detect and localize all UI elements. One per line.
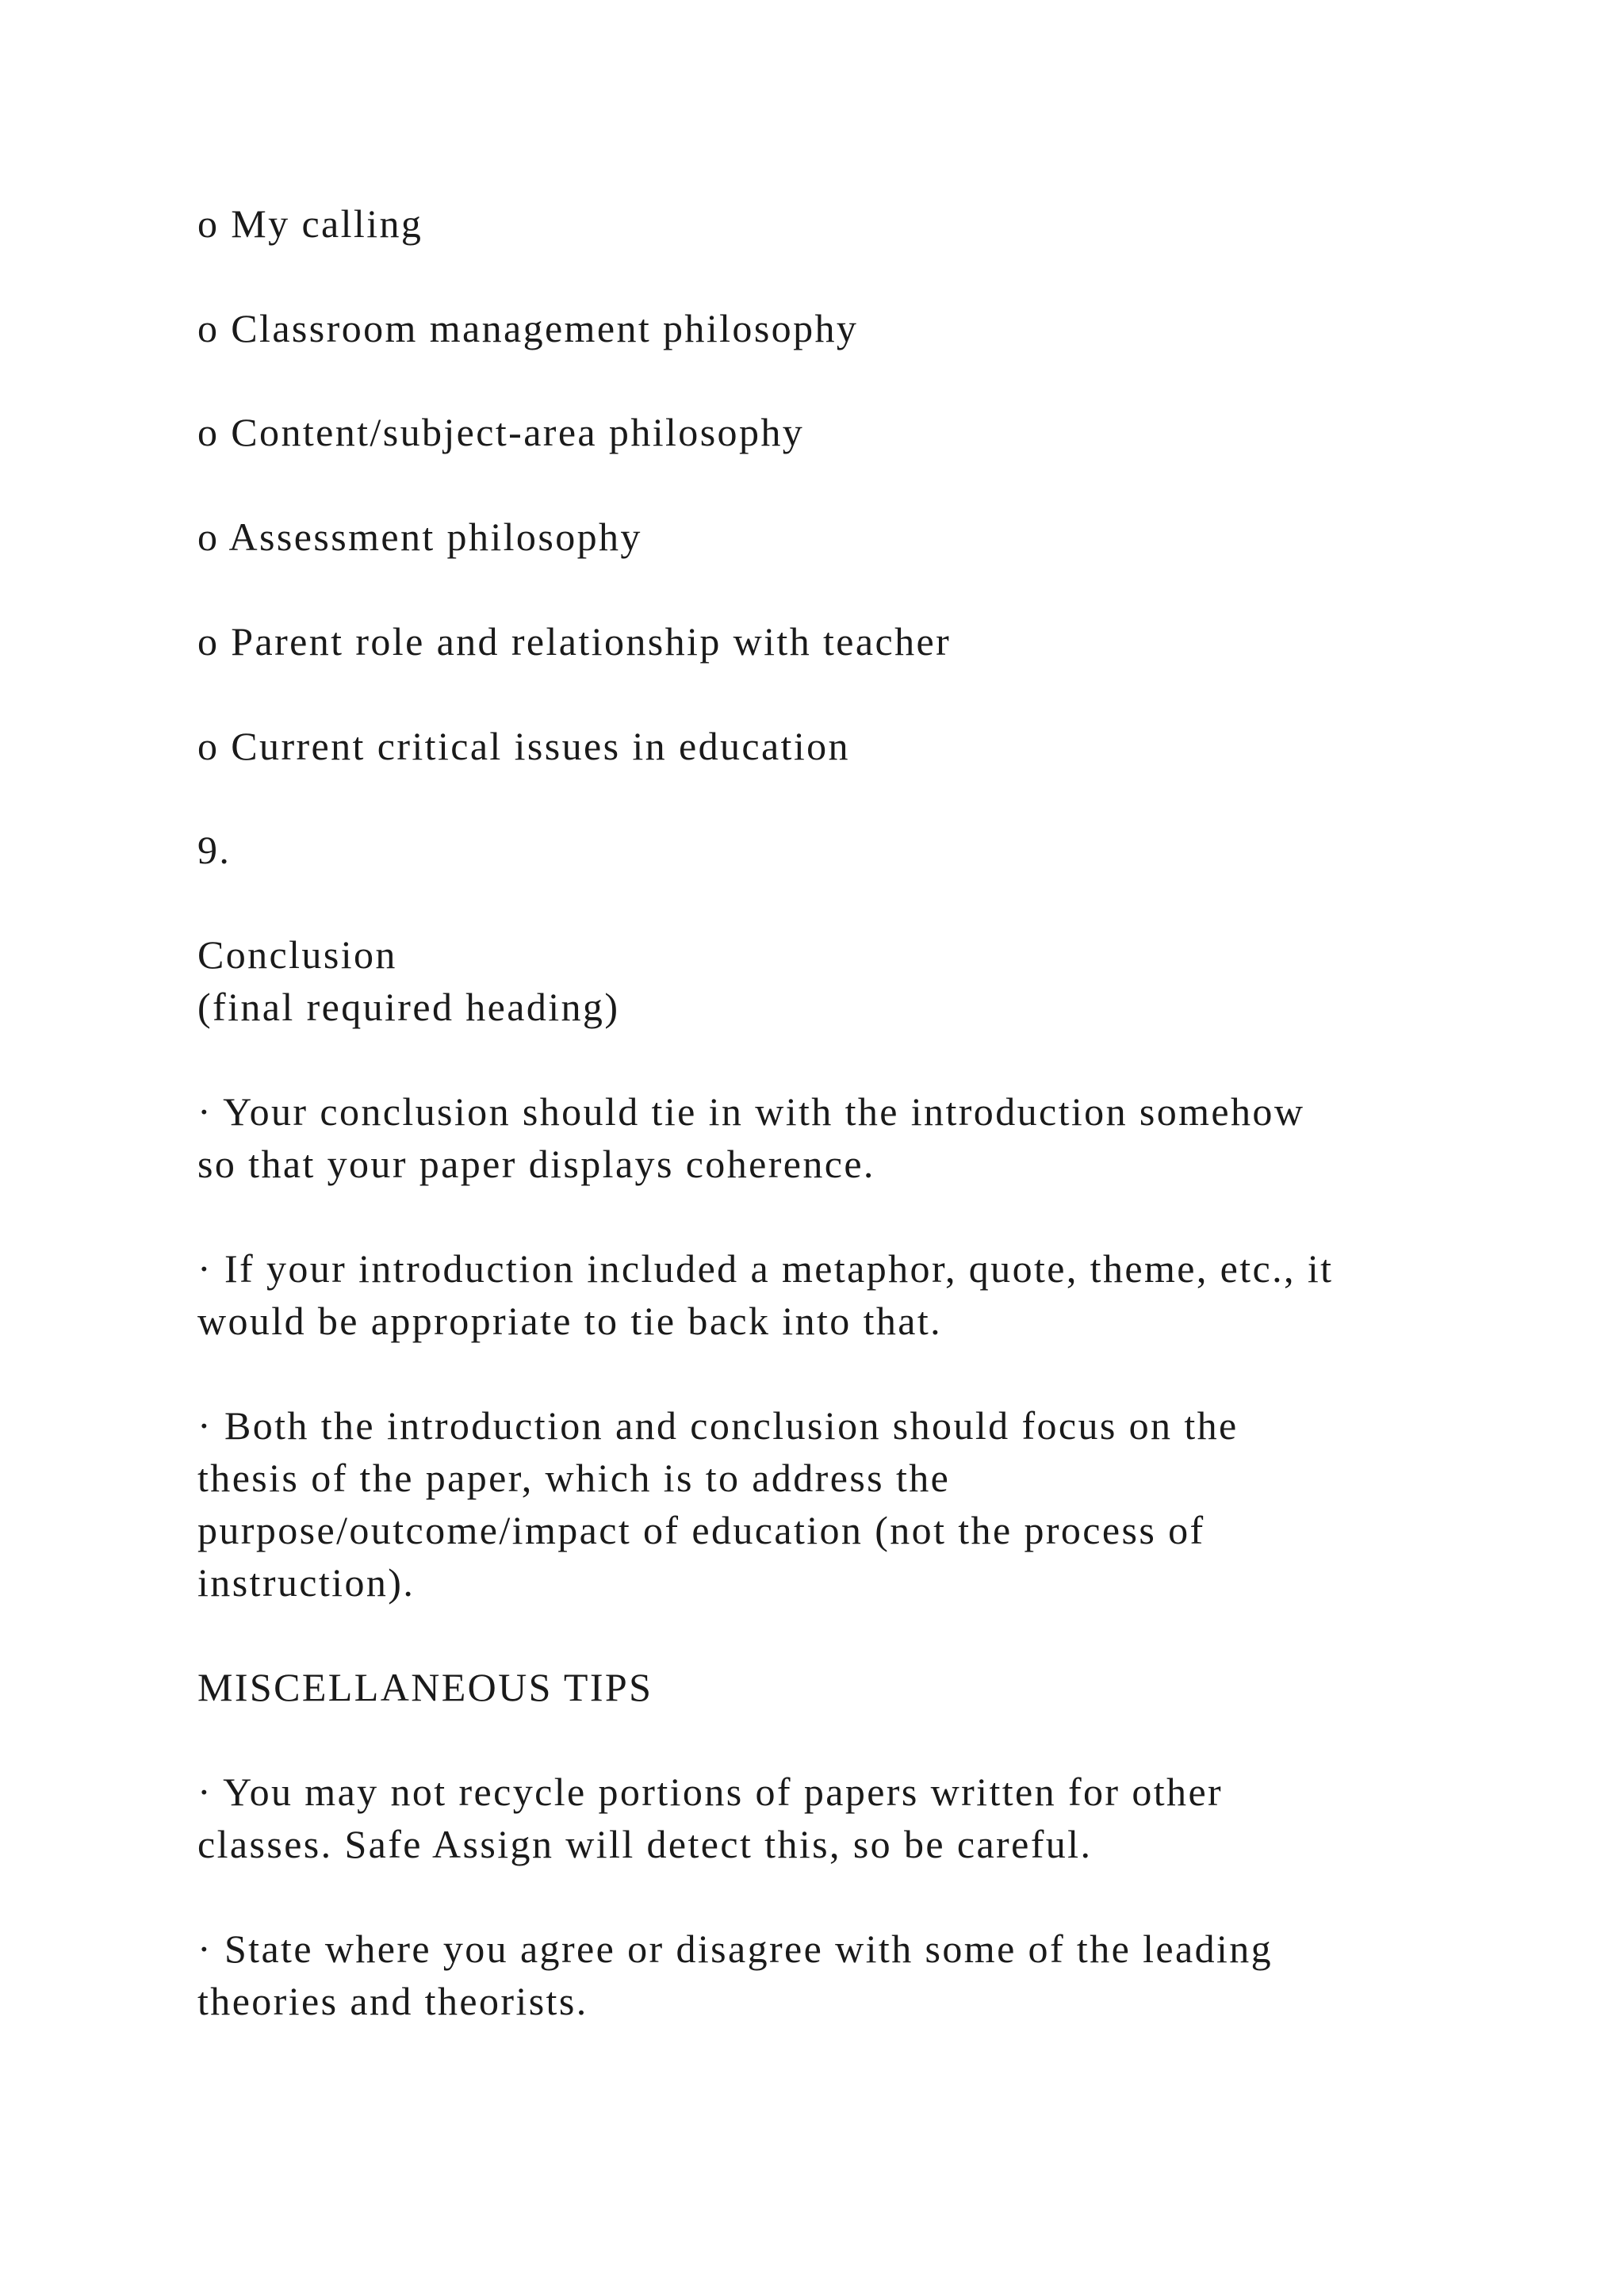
conclusion-point-line: · Both the introduction and conclusion should focus on the [197, 1403, 1239, 1448]
conclusion-point-line: so that your paper displays coherence. [197, 1142, 875, 1186]
section-heading: Conclusion [197, 932, 397, 977]
conclusion-point-line: · Your conclusion should tie in with the introduction somehow [197, 1089, 1305, 1134]
bullet-item: o Parent role and relationship with teacher [197, 619, 952, 664]
conclusion-point-line: instruction). [197, 1560, 416, 1605]
misc-point-line: theories and theorists. [197, 1979, 588, 2023]
conclusion-point-line: · If your introduction included a metaphor, quote, theme, etc., it [197, 1246, 1334, 1291]
misc-heading: MISCELLANEOUS TIPS [197, 1665, 653, 1709]
section-number: 9. [197, 828, 232, 872]
misc-point-line: classes. Safe Assign will detect this, so be careful. [197, 1822, 1093, 1866]
conclusion-point-line: thesis of the paper, which is to address the [197, 1456, 951, 1500]
misc-point-line: · You may not recycle portions of papers written for other [197, 1770, 1224, 1814]
bullet-item: o Content/subject-area philosophy [197, 410, 805, 454]
bullet-item: o Current critical issues in education [197, 724, 850, 768]
bullet-item: o Assessment philosophy [197, 515, 642, 559]
misc-point-line: · State where you agree or disagree with some of the leading [197, 1927, 1274, 1971]
conclusion-point-line: would be appropriate to tie back into that. [197, 1299, 943, 1343]
section-subheading: (final required heading) [197, 985, 620, 1029]
bullet-item: o Classroom management philosophy [197, 306, 859, 350]
bullet-item: o My calling [197, 201, 423, 246]
conclusion-point-line: purpose/outcome/impact of education (not the process of [197, 1508, 1205, 1552]
